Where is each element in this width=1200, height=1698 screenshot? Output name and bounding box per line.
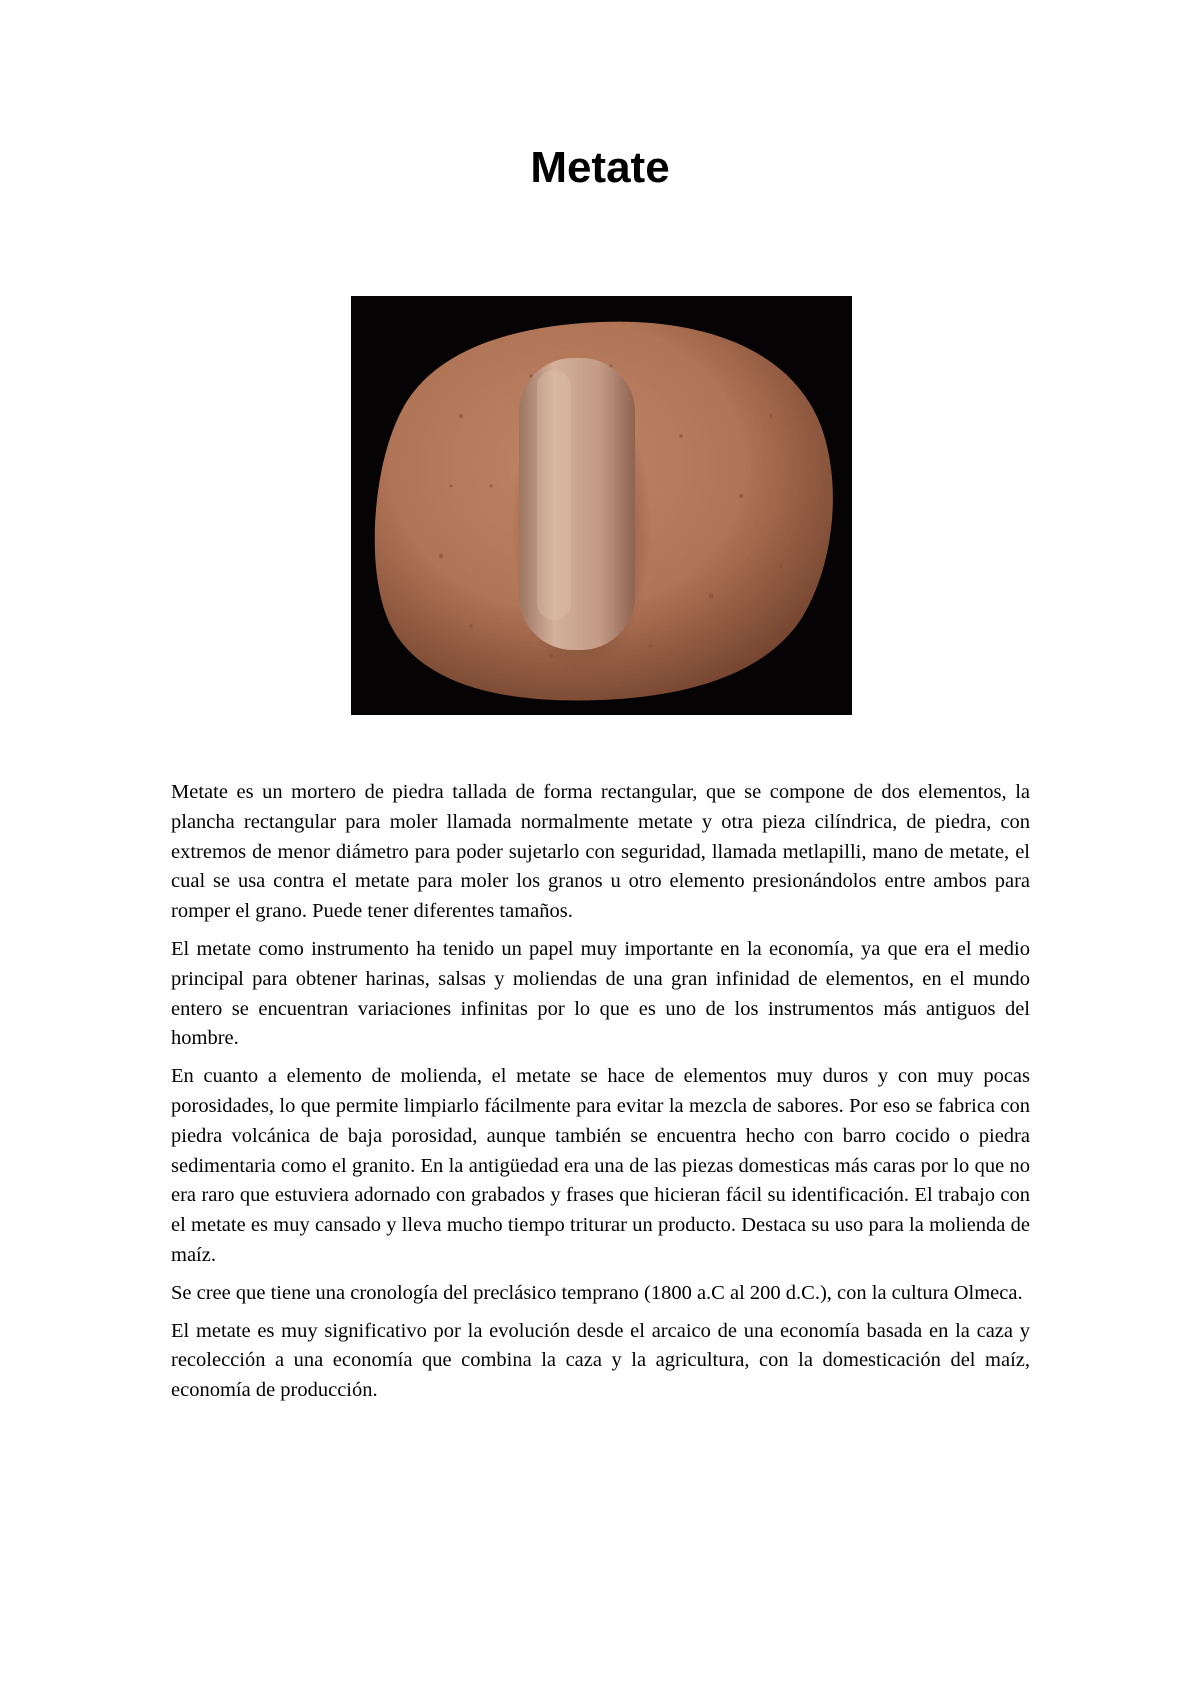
page-title: Metate <box>530 143 670 192</box>
body-text <box>171 778 1030 1414</box>
paragraph: Se cree que tiene una cronología del preclásico temprano (1800 a.C al 200 d.C.), con la cultura Olmeca. <box>171 1281 1023 1304</box>
paragraph: En cuanto a elemento de molienda, el metate se hace de elementos muy duros y con muy pocas porosidades, lo que permite limpiarlo fácilmente para evitar la mezcla de sabores. Por eso se fabrica con piedra volcánica de baja porosidad, aunque también se encuentra hecho con barro cocido o piedra sedimentaria como el granito. En la antigüedad era una de las piezas domesticas más caras por lo que no era raro que estuviera adornado con grabados y frases que hicieran fácil su identificación. El trabajo con el metate es muy cansado y lleva mucho tiempo triturar un producto. Destaca su uso para la molienda de maíz. <box>171 1065 1030 1266</box>
paragraph: Metate es un mortero de piedra tallada de forma rectangular, que se compone de dos elementos, la plancha rectangular para moler llamada normalmente metate y otra pieza cilíndrica, de piedra, con extremos de menor diámetro para poder sujetarlo con seguridad, llamada metlapilli, mano de metate, el cual se usa contra el metate para moler los granos u otro elemento presionándolos entre ambos para romper el grano. Puede tener diferentes tamaños. <box>171 781 1030 923</box>
paragraph: El metate es muy significativo por la evolución desde el arcaico de una economía basada en la caza y recolección a una economía que combina la caza y la agricultura, con la domesticación del maíz, economía de producción. <box>171 1319 1030 1402</box>
metlapilli <box>519 358 635 650</box>
paragraph: El metate como instrumento ha tenido un papel muy importante en la economía, ya que era el medio principal para obtener harinas, salsas y moliendas de una gran infinidad de elementos, en el mundo entero se encuentran variaciones infinitas por lo que es uno de los instrumentos más antiguos del hombre. <box>171 937 1030 1050</box>
metate-illustration <box>351 296 852 715</box>
metate-photo <box>351 296 852 715</box>
